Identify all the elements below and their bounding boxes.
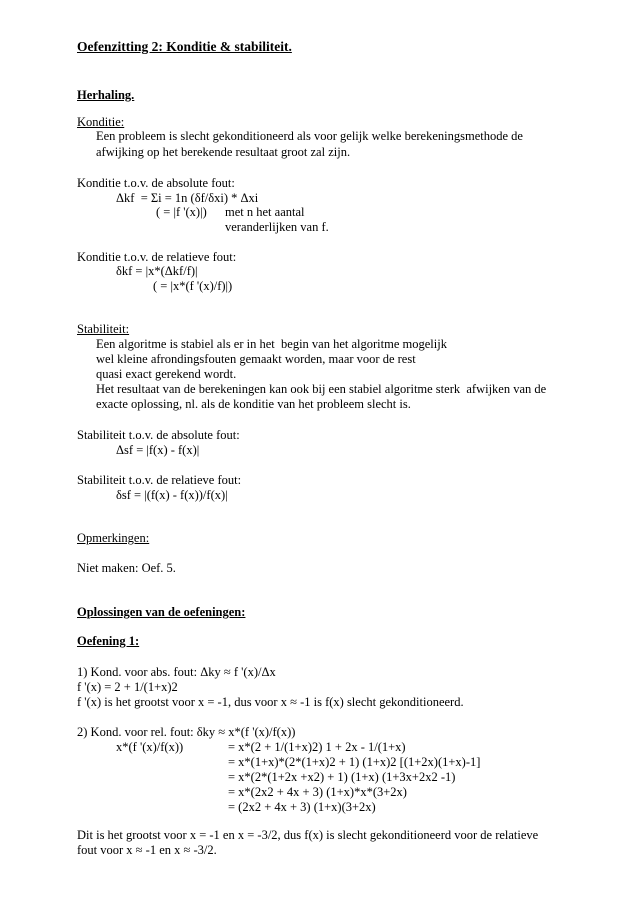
- section-herhaling: Herhaling.: [77, 88, 135, 102]
- stabiliteit-rel-heading: Stabiliteit t.o.v. de relatieve fout:: [77, 473, 242, 487]
- oefening1-part2-step4: = x*(2x2 + 4x + 3) (1+x)*x*(3+2x): [228, 785, 407, 799]
- oefening1-part1-line1: 1) Kond. voor abs. fout: Δky ≈ f '(x)/Δx: [77, 665, 276, 679]
- stabiliteit-line1: Een algoritme is stabiel als er in het begin van het algoritme mogelijk: [96, 337, 447, 351]
- stabiliteit-line3: quasi exact gerekend wordt.: [96, 367, 237, 381]
- stabiliteit-line5: exacte oplossing, nl. als de konditie van het probleem slecht is.: [96, 397, 411, 411]
- konditie-def-line1: Een probleem is slecht gekonditioneerd als voor gelijk welke berekeningsmethode de: [96, 129, 523, 143]
- konditie-abs-heading: Konditie t.o.v. de absolute fout:: [77, 176, 235, 190]
- oefening1-part2-step2: = x*(1+x)*(2*(1+x)2 + 1) (1+x)2 [(1+2x)(1+x)-1]: [228, 755, 481, 769]
- konditie-rel-formula: δkf = |x*(Δkf/f)|: [116, 264, 198, 278]
- oefening1-part2-step1: = x*(2 + 1/(1+x)2) 1 + 2x - 1/(1+x): [228, 740, 406, 754]
- oefening1-part1-line2: f '(x) = 2 + 1/(1+x)2: [77, 680, 178, 694]
- oefening1-part2-lhs: x*(f '(x)/f(x)): [116, 740, 184, 754]
- oefening1-conclusion-line2: fout voor x ≈ -1 en x ≈ -3/2.: [77, 843, 217, 857]
- stabiliteit-rel-formula: δsf = |(f(x) - f(x))/f(x)|: [116, 488, 228, 502]
- stabiliteit-heading: Stabiliteit:: [77, 322, 130, 336]
- oefening1-part2-step5: = (2x2 + 4x + 3) (1+x)(3+2x): [228, 800, 376, 814]
- stabiliteit-line4: Het resultaat van de berekeningen kan ook bij een stabiel algoritme sterk afwijken van de: [96, 382, 547, 396]
- stabiliteit-line2: wel kleine afrondingsfouten gemaakt worden, maar voor de rest: [96, 352, 416, 366]
- oefening1-part2-step3: = x*(2*(1+2x +x2) + 1) (1+x) (1+3x+2x2 -1): [228, 770, 456, 784]
- page-title: Oefenzitting 2: Konditie & stabiliteit.: [77, 39, 292, 54]
- konditie-abs-note1: met n het aantal: [225, 205, 305, 219]
- oefening1-part1-line3: f '(x) is het grootst voor x = -1, dus voor x ≈ -1 is f(x) slecht gekonditioneerd.: [77, 695, 464, 709]
- oefening1-part2-line1: 2) Kond. voor rel. fout: δky ≈ x*(f '(x)/f(x)): [77, 725, 296, 739]
- konditie-abs-formula-alt: ( = |f '(x)|): [156, 205, 207, 219]
- konditie-heading: Konditie:: [77, 115, 125, 129]
- konditie-rel-formula-alt: ( = |x*(f '(x)/f)|): [153, 279, 233, 293]
- konditie-def-line2: afwijking op het berekende resultaat groot zal zijn.: [96, 145, 351, 159]
- oefening1-conclusion-line1: Dit is het grootst voor x = -1 en x = -3/2, dus f(x) is slecht gekonditioneerd voor de relatieve: [77, 828, 539, 842]
- oefening1-heading: Oefening 1:: [77, 634, 140, 648]
- konditie-abs-formula: Δkf = Σi = 1n (δf/δxi) * Δxi: [116, 191, 259, 205]
- section-oplossingen: Oplossingen van de oefeningen:: [77, 605, 246, 619]
- opmerkingen-heading: Opmerkingen:: [77, 531, 150, 545]
- konditie-abs-note2: veranderlijken van f.: [225, 220, 329, 234]
- opmerkingen-text: Niet maken: Oef. 5.: [77, 561, 176, 575]
- stabiliteit-abs-heading: Stabiliteit t.o.v. de absolute fout:: [77, 428, 240, 442]
- konditie-rel-heading: Konditie t.o.v. de relatieve fout:: [77, 250, 237, 264]
- stabiliteit-abs-formula: Δsf = |f(x) - f(x)|: [116, 443, 200, 457]
